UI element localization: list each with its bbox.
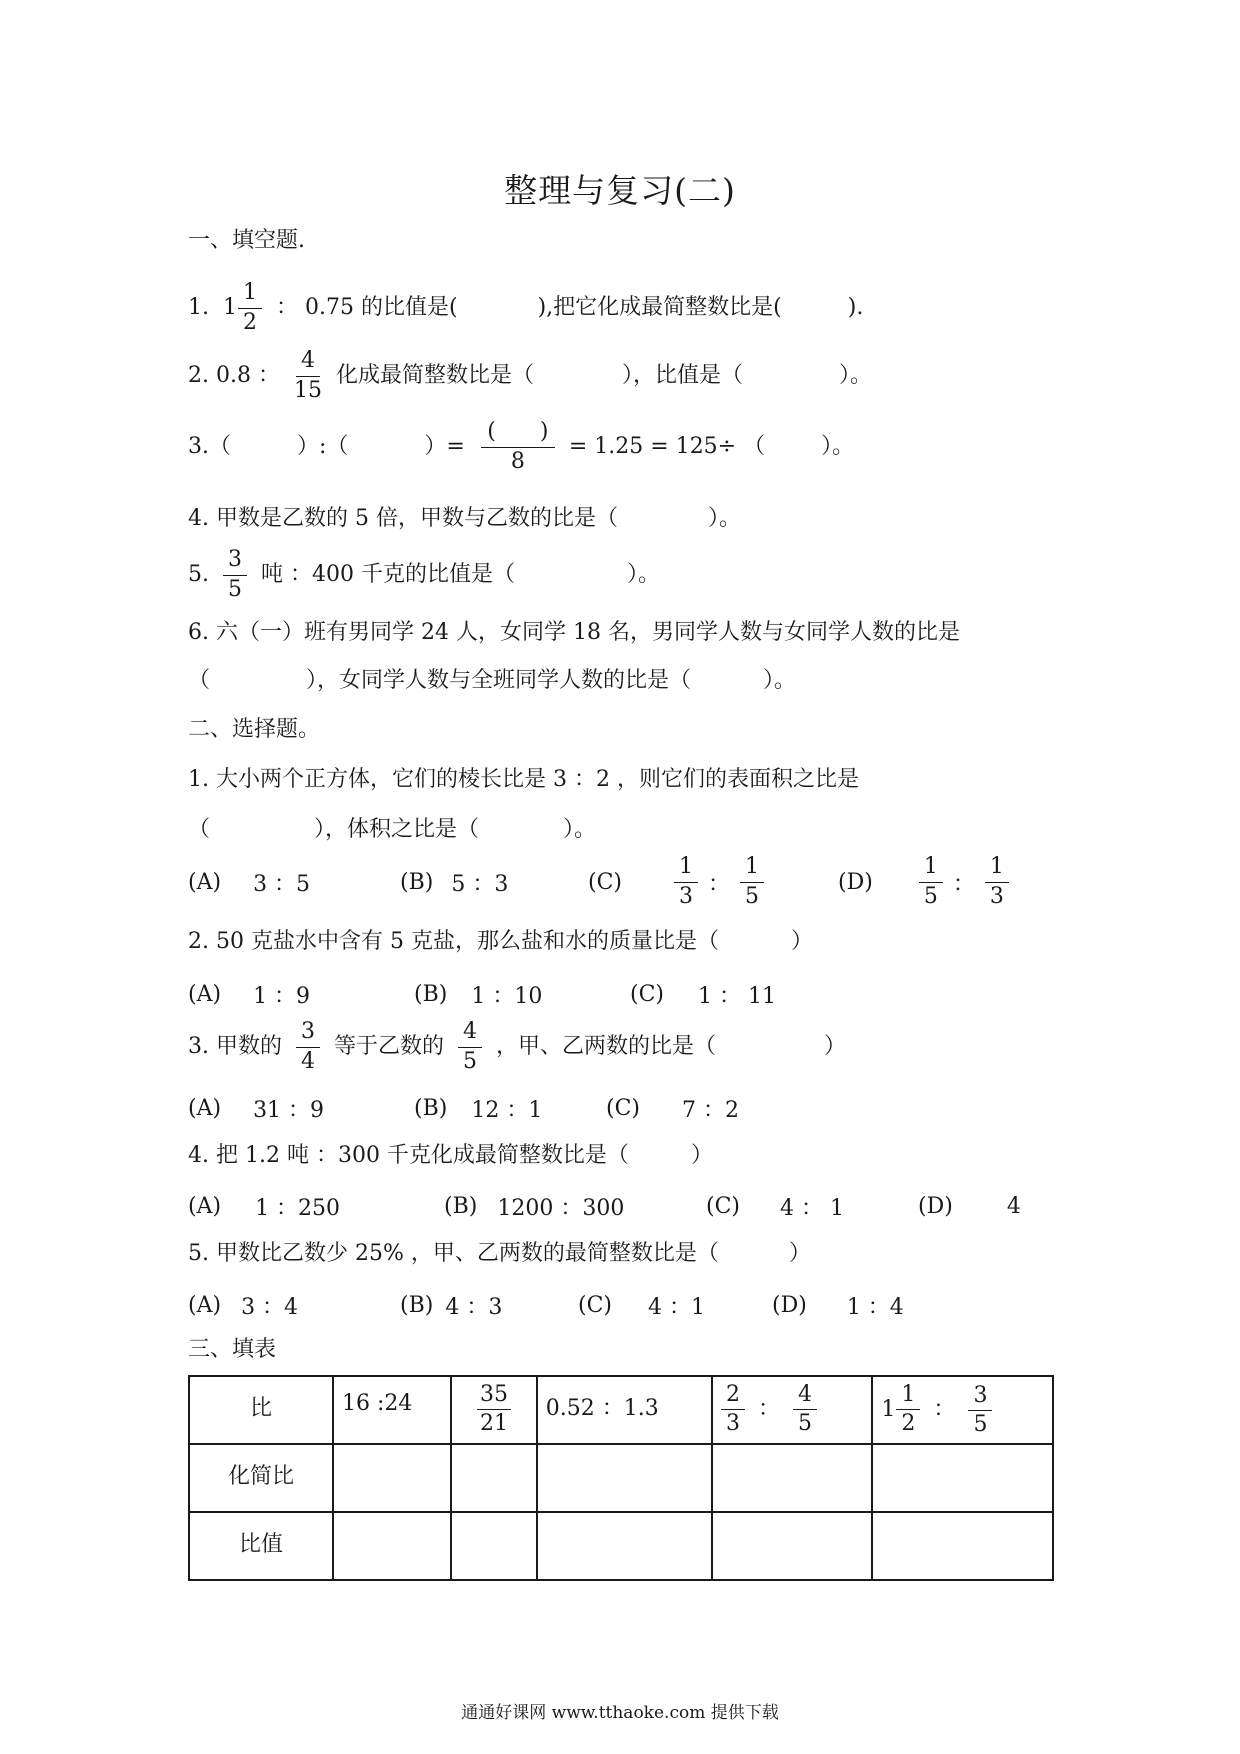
option-text: 3 ：4 [241, 1294, 299, 1320]
option-text: 4 ： 1 [780, 1195, 844, 1221]
answer-cell[interactable] [451, 1512, 537, 1580]
ratio-table [188, 1375, 1054, 1581]
option-a[interactable] [188, 1280, 298, 1330]
answer-cell[interactable] [712, 1512, 872, 1580]
question-text: 等于乙数的 [333, 1034, 444, 1059]
colon: ： [708, 871, 731, 897]
denominator: 5 [745, 883, 760, 909]
option-label: (D) [918, 1193, 953, 1219]
question-text: ）。 [763, 668, 797, 693]
table-cell [872, 1376, 1053, 1444]
question-text: ： 0.75 的比值是( [276, 295, 458, 320]
denominator: 2 [901, 1411, 916, 1437]
question-1-4 [188, 504, 741, 534]
question-text: ）。 [821, 434, 855, 459]
numerator: 1 [985, 855, 1009, 882]
question-text: = 1.25 = 125÷ （ [568, 434, 766, 459]
option-label: (A) [188, 981, 222, 1007]
question-text: ). [847, 295, 864, 320]
numerator: 3 [968, 1384, 992, 1411]
question-text: ） [824, 1034, 847, 1059]
question-2-1-options [188, 854, 1054, 909]
cell-text: 16 :24 [342, 1391, 413, 1416]
fraction [223, 548, 247, 601]
question-text: ） [790, 929, 813, 954]
page-title: 整理与复习(二) [504, 171, 736, 210]
question-text: ） [690, 1143, 713, 1168]
option-text: 4 ：1 [648, 1294, 705, 1320]
numerator: 1 [238, 281, 262, 308]
numerator: 1 [674, 855, 698, 882]
option-b[interactable] [400, 1280, 502, 1330]
denominator: 2 [243, 309, 257, 335]
option-label: (C) [606, 1095, 640, 1121]
numerator: ( ) [481, 420, 555, 447]
option-label: (B) [444, 1193, 478, 1219]
question-text: 4. 甲数是乙数的 5 倍，甲数与乙数的比是（ [188, 506, 618, 531]
page-footer: 通通好课网 www.tthaoke.com 提供下载 [461, 1703, 779, 1723]
fraction [674, 855, 698, 908]
option-text: 1200 ：300 [497, 1195, 625, 1221]
whole-part: 1 [881, 1397, 896, 1423]
answer-cell[interactable] [333, 1512, 451, 1580]
fraction [458, 1020, 482, 1073]
fraction [238, 281, 262, 334]
row-header-ratio: 比 [189, 1376, 333, 1444]
question-1-1 [188, 280, 864, 335]
question-text: 4. 把 1.2 吨 ：300 千克化成最简整数比是（ [188, 1143, 629, 1168]
option-label: (C) [578, 1292, 612, 1318]
fraction [294, 349, 322, 402]
answer-cell[interactable] [872, 1512, 1053, 1580]
option-d[interactable] [918, 1181, 1021, 1231]
question-2-2-options [188, 969, 1054, 1019]
fraction [985, 855, 1009, 908]
question-2-2 [188, 927, 813, 957]
fraction [740, 855, 764, 908]
question-text: ），体积之比是（ [314, 817, 480, 842]
fraction [793, 1383, 817, 1436]
denominator: 5 [228, 576, 242, 602]
table-row [189, 1444, 1053, 1512]
option-text: 1 ：10 [471, 983, 543, 1009]
question-text: 吨 ：400 千克的比值是（ [261, 562, 515, 587]
option-c[interactable] [578, 1280, 705, 1330]
answer-cell[interactable] [712, 1444, 872, 1512]
fraction [896, 1383, 920, 1436]
answer-cell[interactable] [333, 1444, 451, 1512]
option-label: (A) [188, 1095, 222, 1121]
question-text: ）。 [707, 506, 741, 531]
question-text: 5. [188, 562, 209, 587]
denominator: 15 [293, 377, 322, 403]
question-1-2 [188, 348, 872, 404]
fraction [721, 1383, 745, 1436]
option-text: 1 ：250 [255, 1195, 341, 1221]
option-d[interactable] [838, 854, 1015, 909]
option-b[interactable] [444, 1181, 624, 1231]
question-1-3 [188, 418, 854, 476]
row-header-value: 比值 [189, 1512, 333, 1580]
numerator: 1 [919, 855, 943, 882]
option-a[interactable] [188, 857, 310, 907]
fraction [481, 420, 555, 473]
section-3-heading: 三、填表 [188, 1337, 277, 1362]
option-text: 1 ： 11 [698, 983, 776, 1009]
option-text: 4 ：3 [445, 1294, 503, 1320]
numerator: 3 [296, 1020, 320, 1047]
answer-cell[interactable] [537, 1512, 712, 1580]
colon: ： [952, 871, 975, 897]
fraction [919, 855, 943, 908]
question-text: ),把它化成最简整数比是( [537, 295, 782, 320]
question-text: ），女同学人数与全班同学人数的比是（ [306, 668, 692, 693]
question-text: 2. 50 克盐水中含有 5 克盐，那么盐和水的质量比是（ [188, 929, 719, 954]
table-row [189, 1376, 1053, 1444]
question-text: 2. 0.8 ： [188, 363, 280, 388]
numerator: 1 [896, 1383, 920, 1410]
option-text: 4 [1006, 1193, 1021, 1219]
option-b[interactable] [414, 1083, 542, 1133]
colon: ： [757, 1396, 780, 1422]
denominator: 3 [989, 883, 1004, 909]
question-2-3-options [188, 1083, 1054, 1133]
option-c[interactable] [706, 1181, 844, 1231]
question-text: 5. 甲数比乙数少 25% ，甲、乙两数的最简整数比是（ [188, 1241, 719, 1266]
question-text: ）。 [626, 562, 660, 587]
numerator: 1 [740, 855, 764, 882]
denominator: 3 [679, 883, 693, 909]
question-text: ）:（ [297, 434, 349, 459]
option-label: (B) [400, 869, 434, 895]
whole-part: 1 [223, 295, 237, 320]
question-text: （ [188, 817, 211, 842]
colon: ： [933, 1397, 956, 1423]
option-c[interactable] [588, 854, 770, 909]
section-1-heading: 一、填空题. [188, 228, 305, 253]
question-text: ）。 [563, 817, 597, 842]
denominator: 21 [480, 1411, 508, 1437]
numerator: 4 [296, 349, 320, 376]
denominator: 5 [463, 1048, 477, 1074]
table-cell [333, 1376, 451, 1444]
fraction [296, 1020, 320, 1073]
answer-cell[interactable] [451, 1444, 537, 1512]
answer-cell[interactable] [872, 1444, 1053, 1512]
option-text: 1 ：4 [846, 1294, 904, 1320]
section-2-heading: 二、选择题。 [188, 717, 321, 742]
option-label: (B) [400, 1292, 434, 1318]
answer-cell[interactable] [537, 1444, 712, 1512]
mixed-number [881, 1383, 926, 1436]
option-a[interactable] [188, 1181, 340, 1231]
question-text: ）。 [839, 363, 873, 388]
option-a[interactable] [188, 969, 310, 1019]
question-2-5-options [188, 1280, 1054, 1330]
denominator: 5 [973, 1411, 988, 1437]
fraction [968, 1384, 992, 1437]
question-2-4 [188, 1141, 713, 1171]
question-text: 3.（ [188, 434, 231, 459]
option-label: (B) [414, 1095, 448, 1121]
option-label: (A) [188, 1292, 222, 1318]
denominator: 4 [300, 1048, 315, 1074]
question-2-5 [188, 1239, 811, 1269]
denominator: 5 [797, 1411, 812, 1437]
question-1-5 [188, 546, 660, 604]
table-cell [712, 1376, 872, 1444]
question-2-1-line-2 [188, 815, 596, 845]
denominator: 3 [725, 1411, 740, 1437]
question-2-1-line-1: 1. 大小两个正方体，它们的棱长比是 3 ：2 ，则它们的表面积之比是 [188, 767, 859, 792]
numerator: 4 [793, 1383, 817, 1410]
option-b[interactable] [414, 969, 542, 1019]
fraction [477, 1383, 511, 1436]
question-text: （ [188, 668, 211, 693]
option-c[interactable] [606, 1083, 739, 1133]
denominator: 5 [923, 883, 938, 909]
question-1-6-line-1: 6. 六（一）班有男同学 24 人，女同学 18 名，男同学人数与女同学人数的比是 [188, 620, 960, 645]
numerator: 2 [721, 1383, 745, 1410]
option-c[interactable] [630, 969, 776, 1019]
option-text: 12 ：1 [471, 1097, 543, 1123]
option-label: (A) [188, 1193, 222, 1219]
table-cell [537, 1376, 712, 1444]
numerator: 35 [477, 1383, 511, 1410]
option-label: (C) [706, 1193, 740, 1219]
question-number: 1. [188, 295, 209, 320]
denominator: 8 [510, 448, 525, 474]
option-text: 1 ：9 [253, 983, 311, 1009]
option-label: (C) [630, 981, 664, 1007]
option-text: 31 ：9 [253, 1097, 325, 1123]
option-label: (B) [414, 981, 448, 1007]
question-text: ），比值是（ [621, 363, 743, 388]
question-2-3 [188, 1018, 846, 1076]
numerator: 3 [223, 548, 247, 575]
option-text: 7 ：2 [682, 1097, 739, 1123]
question-text: 化成最简整数比是（ [335, 363, 534, 388]
option-label: (C) [588, 869, 622, 895]
question-2-4-options [188, 1181, 1054, 1231]
option-label: (D) [772, 1292, 807, 1318]
table-cell [451, 1376, 537, 1444]
option-b[interactable] [400, 857, 508, 907]
cell-text: 0.52 ：1.3 [545, 1396, 659, 1421]
question-1-6-line-2 [188, 666, 796, 696]
option-label: (D) [838, 869, 873, 895]
question-text: ） [788, 1241, 811, 1266]
option-d[interactable] [772, 1280, 904, 1330]
mixed-number [223, 281, 268, 334]
option-text: 5 ：3 [451, 871, 509, 897]
table-row [189, 1512, 1053, 1580]
option-label: (A) [188, 869, 222, 895]
numerator: 4 [458, 1020, 482, 1047]
question-text: ，甲、乙两数的比是（ [496, 1034, 717, 1059]
option-a[interactable] [188, 1083, 324, 1133]
option-text: 3 ：5 [253, 871, 311, 897]
question-text: 3. 甲数的 [188, 1034, 282, 1059]
row-header-simplified: 化简比 [189, 1444, 333, 1512]
question-text: ）= [424, 434, 465, 459]
